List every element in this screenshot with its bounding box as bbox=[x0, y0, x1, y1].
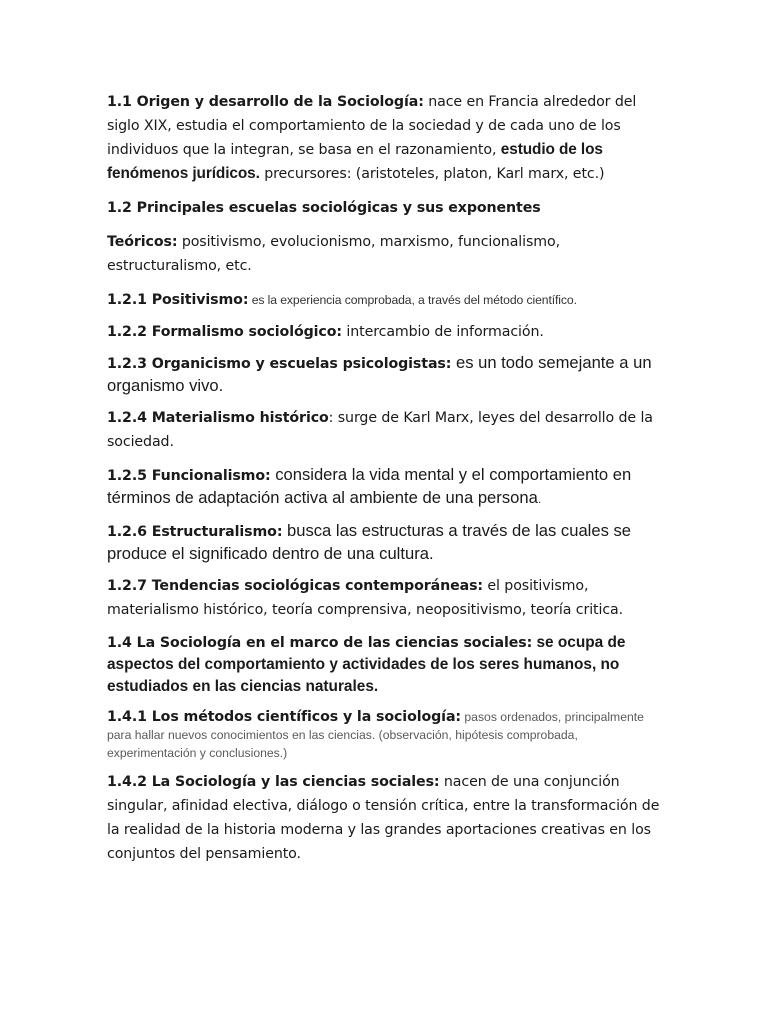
paragraph-1-4 bbox=[107, 632, 667, 698]
paragraph-1-2-2 bbox=[107, 320, 667, 344]
paragraph-1-2-7 bbox=[107, 574, 667, 622]
paragraph-1-2-6 bbox=[107, 520, 667, 565]
heading-1-1: 1.1 Origen y desarrollo de la Sociología: bbox=[107, 94, 424, 110]
paragraph-1-2-4 bbox=[107, 406, 667, 454]
text-1-2-4: : surge de Karl Marx, leyes del desarrollo de la sociedad. bbox=[107, 410, 653, 450]
text-teoricos: positivismo, evolucionismo, marxismo, funcionalismo, estructuralismo, etc. bbox=[107, 234, 560, 274]
heading-1-2-2: 1.2.2 Formalismo sociológico: bbox=[107, 324, 342, 340]
text-1-4-2: nacen de una conjunción singular, afinidad electiva, diálogo o tensión crítica, entre la transformación de la realidad de la historia moderna y las grandes aportaciones creativas en los conjuntos del pensamiento. bbox=[107, 774, 660, 862]
paragraph-1-2-5 bbox=[107, 464, 667, 510]
heading-1-2-1: 1.2.1 Positivismo: bbox=[107, 292, 249, 308]
document-body bbox=[107, 90, 667, 866]
text-1-2-3: es un todo semejante a un organismo vivo. bbox=[107, 353, 652, 395]
heading-teoricos: Teóricos: bbox=[107, 234, 178, 250]
heading-1-4: 1.4 La Sociología en el marco de las ciencias sociales: bbox=[107, 635, 533, 651]
paragraph-1-2-3 bbox=[107, 352, 667, 397]
text-1-2-2: intercambio de información. bbox=[341, 324, 544, 340]
heading-1-2-6: 1.2.6 Estructuralismo: bbox=[107, 524, 283, 540]
text-1-2-5: considera la vida mental y el comportamiento en términos de adaptación activa al ambiente de una persona bbox=[107, 465, 632, 507]
text-1-2-6: busca las estructuras a través de las cuales se produce el significado dentro de una cultura. bbox=[107, 521, 632, 563]
text-1-2-1: es la experiencia comprobada, a través del método científico. bbox=[248, 293, 577, 307]
heading-1-2-7: 1.2.7 Tendencias sociológicas contemporáneas: bbox=[107, 578, 483, 594]
paragraph-1-4-1 bbox=[107, 708, 667, 762]
text-1-2-5-tail: . bbox=[537, 492, 542, 506]
paragraph-1-2 bbox=[107, 196, 667, 220]
heading-1-4-1: 1.4.1 Los métodos científicos y la sociología: bbox=[107, 709, 461, 725]
text-1-2-7: el positivismo, materialismo histórico, teoría comprensiva, neopositivismo, teoría critica. bbox=[107, 578, 624, 618]
heading-1-2-4: 1.2.4 Materialismo histórico bbox=[107, 410, 329, 426]
paragraph-1-4-2 bbox=[107, 770, 667, 866]
text-1-1-a: nace en Francia alrededor del siglo XIX, estudia el comportamiento de la sociedad y de cada uno de los individuos que la integran, se basa en el razonamiento, bbox=[107, 94, 637, 158]
paragraph-teoricos bbox=[107, 230, 667, 278]
heading-1-2-5: 1.2.5 Funcionalismo: bbox=[107, 468, 271, 484]
paragraph-1-2-1 bbox=[107, 288, 667, 312]
heading-1-2-3: 1.2.3 Organicismo y escuelas psicologistas: bbox=[107, 356, 452, 372]
paragraph-1-1 bbox=[107, 90, 667, 186]
emphasis-1-1: estudio de los fenómenos jurídicos. bbox=[107, 141, 603, 182]
text-1-4: se ocupa de aspectos del comportamiento y actividades de los seres humanos, no estudiados en las ciencias naturales. bbox=[107, 634, 626, 695]
heading-1-2: 1.2 Principales escuelas sociológicas y sus exponentes bbox=[107, 200, 541, 216]
heading-1-4-2: 1.4.2 La Sociología y las ciencias sociales: bbox=[107, 774, 440, 790]
text-1-1-b: precursores: (aristoteles, platon, Karl marx, etc.) bbox=[259, 166, 605, 182]
text-1-4-1: pasos ordenados, principalmente para hallar nuevos conocimientos en las ciencias. (observación, hipótesis comprobada, experimentación y conclusiones.) bbox=[107, 710, 644, 760]
